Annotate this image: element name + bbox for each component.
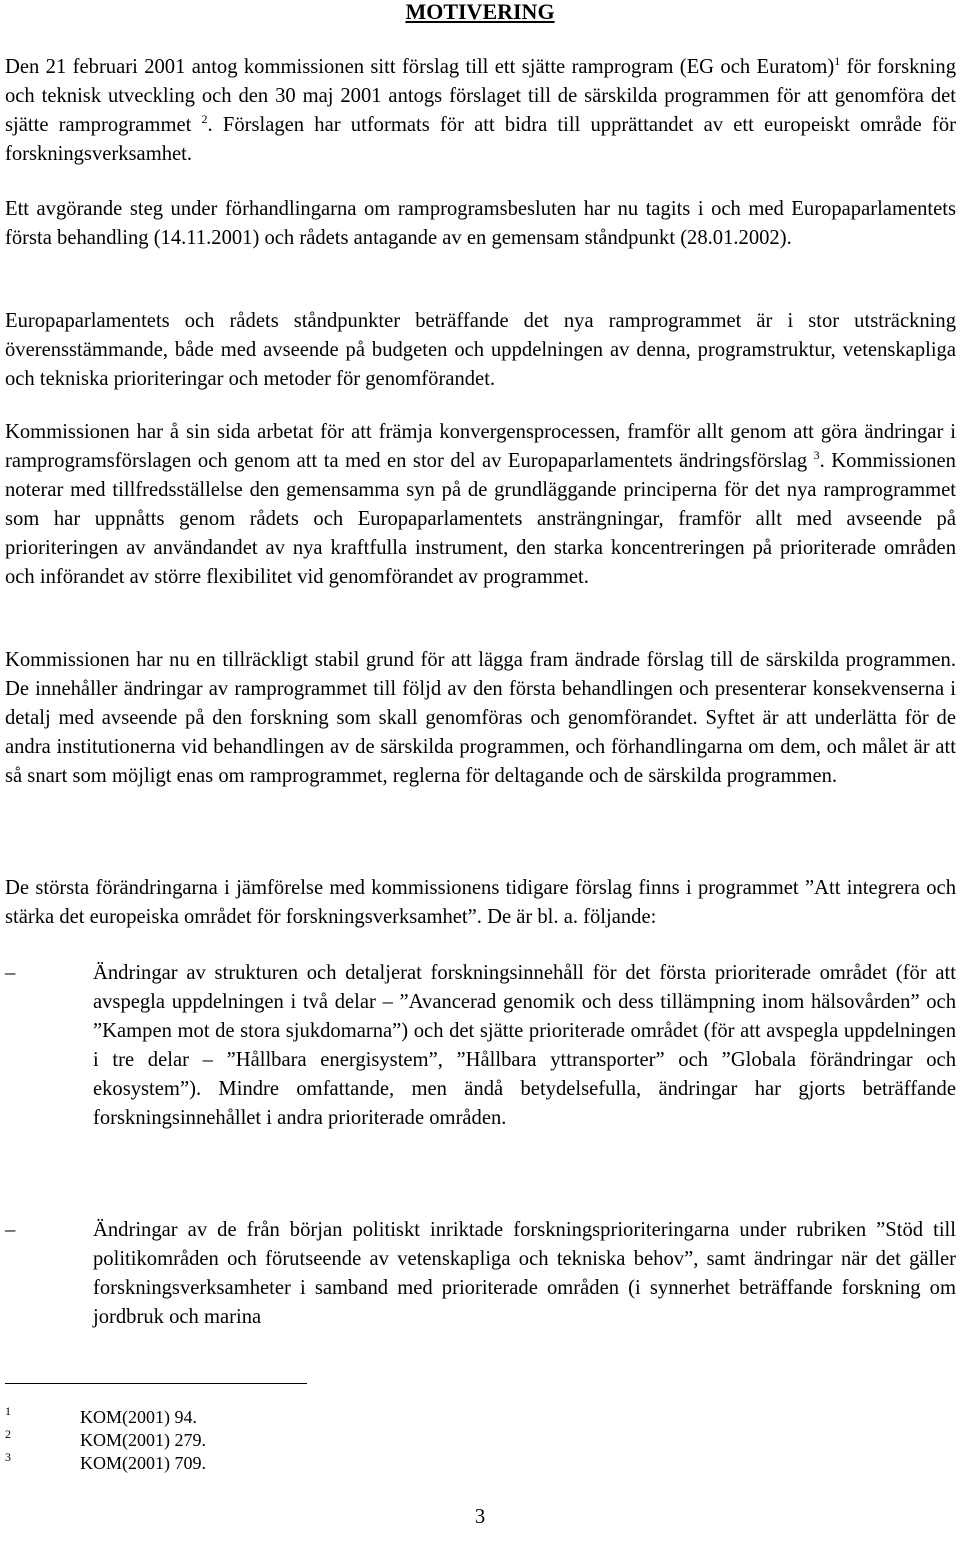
- footnote-number: 2: [5, 1427, 11, 1441]
- paragraph-1-text-b: för forskning och teknisk utveckling och den 30 maj 2001 antogs förslaget till de särskilda programmen för att genomföra det sjätte ramprogrammet: [5, 56, 956, 136]
- footnote-ref-1: 1: [834, 54, 841, 69]
- paragraph-6: De största förändringarna i jämförelse med kommissionens tidigare förslag finns i programmet ”Att integrera och stärka det europeiska området för forskningsverksamhet”. De är bl. a. följande:: [5, 877, 956, 928]
- paragraph-1-text-a: Den 21 februari 2001 antog kommissionen sitt förslag till ett sjätte ramprogram (EG och Euratom): [5, 56, 835, 78]
- dash-bullet-icon: –: [5, 962, 16, 984]
- paragraph-3: Europaparlamentets och rådets ståndpunkter beträffande det nya ramprogrammet är i stor utsträckning överensstämmande, både med avseende på budgeten och uppdelningen av denna, programstruktur, vetenskapliga och tekniska prioriteringar och metoder för genomförandet.: [5, 310, 956, 390]
- paragraph-1: [5, 53, 956, 169]
- footnote-text: KOM(2001) 279.: [80, 1430, 206, 1450]
- paragraph-1-text-c: . Förslagen har utformats för att bidra till upprättandet av ett europeiskt område för forskningsverksamhet.: [5, 114, 957, 165]
- footnote-divider: [5, 1383, 307, 1384]
- paragraph-4: [5, 418, 956, 592]
- page-title: MOTIVERING: [405, 0, 555, 24]
- dash-bullet-icon: –: [5, 1219, 16, 1241]
- footnote-text: KOM(2001) 94.: [80, 1407, 197, 1427]
- footnote-ref-3: 3: [813, 448, 820, 463]
- paragraph-2: Ett avgörande steg under förhandlingarna om ramprogramsbesluten har nu tagits i och med Europaparlamentets första behandling (14.11.2001) och rådets antagande av en gemensam ståndpunkt (28.01.2002).: [5, 198, 956, 249]
- footnote-text: KOM(2001) 709.: [80, 1453, 206, 1473]
- footnote-number: 1: [5, 1404, 11, 1418]
- list-item-text: Ändringar av de från början politiskt inriktade forskningsprioriteringarna under rubriken ”Stöd till politikområden och förutseende av vetenskapliga och tekniska behov”, samt ändringar när det gäller forskningsverksamheter i samband med prioriterade områden (i synnerhet beträffande forskning om jordbruk och marina: [93, 1219, 956, 1328]
- footnote-ref-2: 2: [201, 112, 208, 127]
- footnote-number: 3: [5, 1450, 11, 1464]
- paragraph-4-text-a: Kommissionen har å sin sida arbetat för att främja konvergensprocessen, framför allt genom att göra ändringar i ramprogramsförslagen och genom att ta med en stor del av Europaparlamentets ändringsförslag: [5, 421, 956, 472]
- paragraph-4-text-b: . Kommissionen noterar med tillfredsställelse den gemensamma syn på de grundläggande principerna för det nya ramprogrammet som har uppnåtts genom rådets och Europaparlamentets ansträngningar, framför allt med avseende på prioriteringen av användandet av nya kraftfulla instrument, den starka koncentreringen på prioriterade områden och införandet av större flexibilitet vid genomförandet av programmet.: [5, 450, 956, 588]
- page-number: 3: [474, 1506, 486, 1528]
- paragraph-5: Kommissionen har nu en tillräckligt stabil grund för att lägga fram ändrade förslag till de särskilda programmen. De innehåller ändringar av ramprogrammet till följd av den första behandlingen och presenterar konsekvenserna i detalj med avseende på den forskning som skall genomföras och genomförandet. Syftet är att underlätta för de andra institutionerna vid behandlingen av de särskilda programmen, och förhandlingarna om dem, och målet är att så snart som möjligt enas om ramprogrammet, reglerna för deltagande och de särskilda programmen.: [5, 649, 956, 787]
- list-item-text: Ändringar av strukturen och detaljerat forskningsinnehåll för det första prioriterade området (för att avspegla uppdelningen i två delar – ”Avancerad genomik och dess tillämpning inom hälsovården” och ”Kampen mot de stora sjukdomarna”) och det sjätte prioriterade området (för att avspegla uppdelningen i tre delar – ”Hållbara energisystem”, ”Hållbara yttransporter” och ”Globala förändringar och ekosystem”). Mindre omfattande, men ändå betydelsefulla, ändringar har gjorts beträffande forskningsinnehållet i andra prioriterade områden.: [93, 962, 956, 1129]
